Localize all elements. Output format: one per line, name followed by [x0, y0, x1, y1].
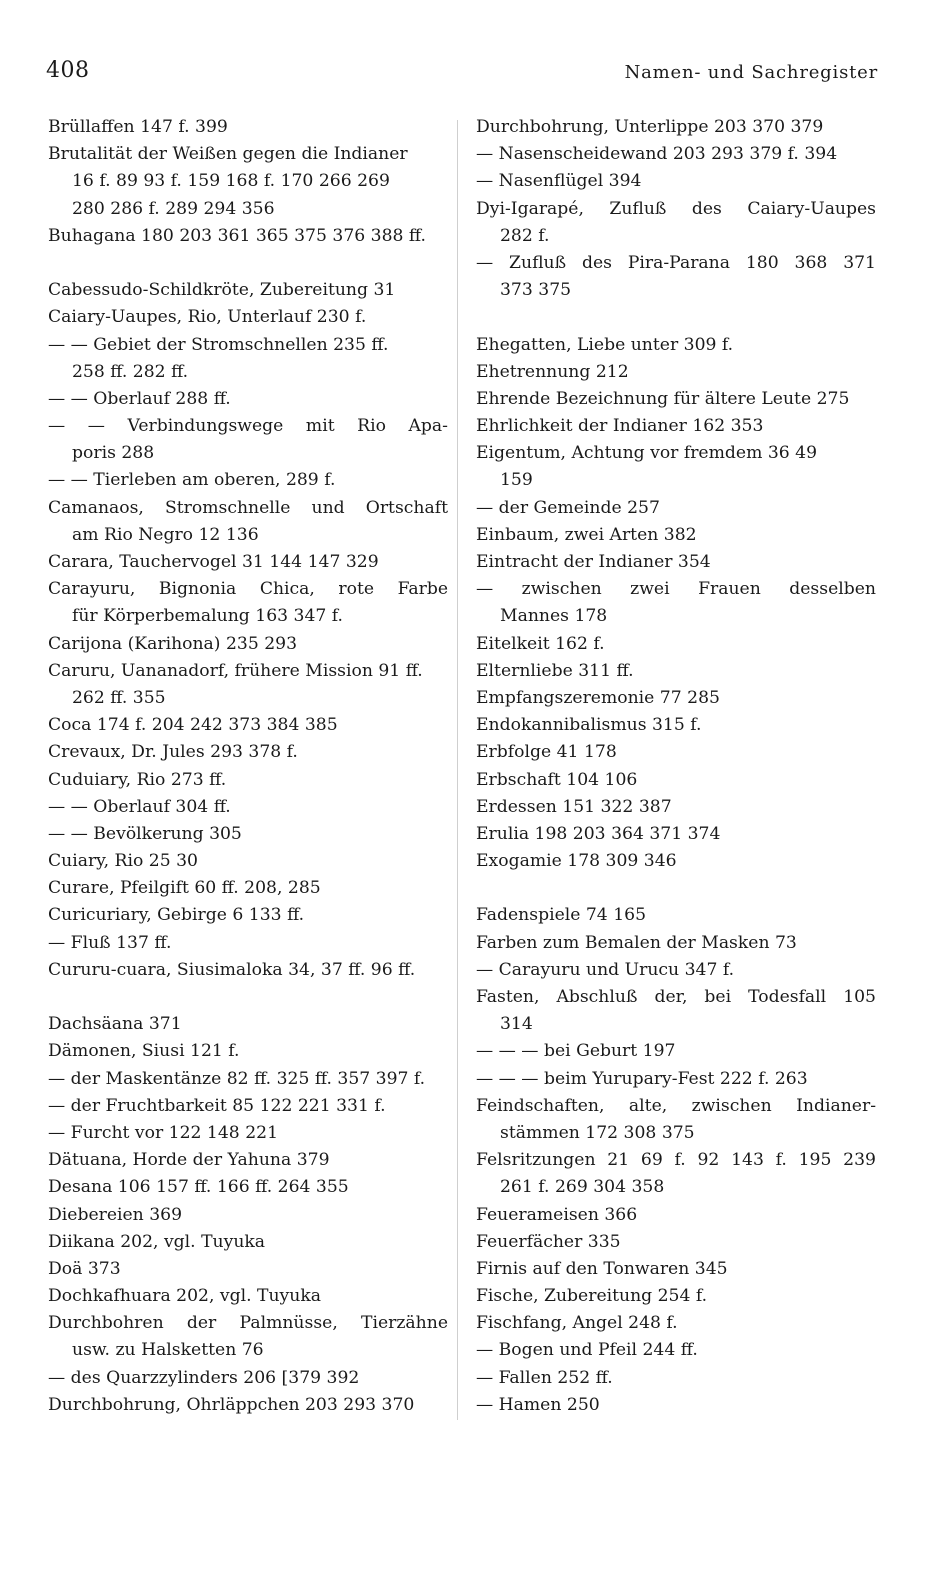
index-entry: Erulia 198 203 364 371 374: [476, 823, 721, 844]
index-entry: — — Gebiet der Stromschnellen 235 ff.: [48, 334, 389, 355]
index-entry: poris 288: [72, 443, 155, 464]
index-entry: — der Gemeinde 257: [476, 497, 660, 518]
index-entry: Cabessudo-Schildkröte, Zubereitung 31: [48, 280, 396, 301]
index-entry: Brüllaffen 147 f. 399: [48, 117, 228, 137]
index-entry: Erbfolge 41 178: [476, 742, 617, 763]
index-entry: Cuduiary, Rio 273 ff.: [48, 769, 227, 790]
index-entry: Cuiary, Rio 25 30: [48, 851, 198, 872]
index-entry: Durchbohrung, Unterlippe 203 370 379: [476, 117, 824, 137]
index-entry: Empfangszeremonie 77 285: [476, 687, 720, 708]
column-divider: [457, 120, 458, 1420]
index-entry: — des Quarzzylinders 206 [379 392: [48, 1367, 360, 1388]
index-entry: Brutalität der Weißen gegen die Indianer: [48, 144, 408, 165]
index-entry: für Körperbemalung 163 347 f.: [72, 606, 344, 627]
index-entry: Durchbohrung, Ohrläppchen 203 293 370: [48, 1394, 415, 1415]
index-entry: Doä 373: [48, 1258, 121, 1279]
index-entry: Ehrlichkeit der Indianer 162 353: [476, 416, 764, 437]
index-entry: Dyi-Igarapé, Zufluß des Caiary-Uaupes: [476, 198, 876, 219]
index-entry: Felsritzungen 21 69 f. 92 143 f. 195 239: [476, 1150, 876, 1171]
index-entry: Exogamie 178 309 346: [476, 851, 677, 872]
index-entry: Mannes 178: [500, 606, 608, 627]
index-entry: 373 375: [500, 280, 572, 301]
index-entry: 280 286 f. 289 294 356: [72, 198, 275, 219]
index-entry: — — Bevölkerung 305: [48, 823, 242, 844]
index-entry: — Fluß 137 ff.: [48, 932, 172, 953]
index-column-left: [48, 114, 448, 1419]
index-entry: stämmen 172 308 375: [500, 1122, 695, 1143]
index-entry: Coca 174 f. 204 242 373 384 385: [48, 715, 338, 736]
index-entry: 16 f. 89 93 f. 159 168 f. 170 266 269: [72, 171, 390, 192]
index-entry: 159: [500, 470, 533, 491]
index-entry: Buhagana 180 203 361 365 375 376 388 ff.: [48, 225, 426, 246]
index-entry: — — Oberlauf 288 ff.: [48, 388, 231, 409]
index-entry: — der Fruchtbarkeit 85 122 221 331 f.: [48, 1095, 386, 1116]
index-entry: — Zufluß des Pira-Parana 180 368 371: [476, 252, 876, 273]
index-entry: — — Oberlauf 304 ff.: [48, 796, 231, 817]
index-entry: Dochkafhuara 202, vgl. Tuyuka: [48, 1286, 322, 1307]
index-entry: 258 ff. 282 ff.: [72, 361, 189, 382]
index-entry: Diebereien 369: [48, 1204, 183, 1225]
running-head: Namen- und Sachregister: [624, 62, 878, 83]
index-entry: usw. zu Halsketten 76: [72, 1340, 264, 1361]
index-entry: 282 f.: [500, 225, 550, 246]
index-entry: Ehetrennung 212: [476, 361, 629, 382]
index-entry: Eitelkeit 162 f.: [476, 633, 605, 654]
index-entry: Durchbohren der Palmnüsse, Tierzähne: [48, 1313, 448, 1334]
index-entry: Feindschaften, alte, zwischen Indianer-: [476, 1095, 876, 1116]
index-entry: — Hamen 250: [476, 1394, 600, 1415]
index-entry: Crevaux, Dr. Jules 293 378 f.: [48, 742, 298, 763]
index-entry: — Fallen 252 ff.: [476, 1367, 613, 1388]
index-entry: Curicuriary, Gebirge 6 133 ff.: [48, 905, 305, 926]
index-entry: Einbaum, zwei Arten 382: [476, 524, 697, 545]
index-entry: Carayuru, Bignonia Chica, rote Farbe: [48, 579, 448, 600]
index-entry: Dämonen, Siusi 121 f.: [48, 1041, 240, 1062]
index-entry: — — Tierleben am oberen, 289 f.: [48, 470, 336, 491]
index-entry: Fasten, Abschluß der, bei Todesfall 105: [476, 987, 876, 1007]
index-entry: Elternliebe 311 ff.: [476, 660, 634, 681]
index-entry: — Nasenscheidewand 203 293 379 f. 394: [476, 144, 838, 165]
index-entry: am Rio Negro 12 136: [72, 524, 259, 545]
index-entry: — zwischen zwei Frauen desselben: [476, 579, 876, 600]
index-entry: Feuerfächer 335: [476, 1231, 621, 1252]
index-entry: Fadenspiele 74 165: [476, 905, 647, 926]
index-entry: Camanaos, Stromschnelle und Ortschaft: [48, 497, 448, 518]
index-column-right: [476, 114, 876, 1419]
index-entry: 261 f. 269 304 358: [500, 1177, 665, 1198]
index-entry: — — — bei Geburt 197: [476, 1041, 676, 1062]
index-entry: Eintracht der Indianer 354: [476, 552, 711, 572]
index-entry: Erbschaft 104 106: [476, 769, 638, 790]
index-entry: Caruru, Uananadorf, frühere Mission 91 ff.: [48, 660, 423, 681]
index-entry: Cururu-cuara, Siusimaloka 34, 37 ff. 96 ff.: [48, 959, 416, 980]
page-number: 408: [46, 58, 90, 83]
index-entry: Curare, Pfeilgift 60 ff. 208, 285: [48, 878, 321, 899]
index-entry: Eigentum, Achtung vor fremdem 36 49: [476, 443, 818, 464]
index-entry: Desana 106 157 ff. 166 ff. 264 355: [48, 1177, 349, 1198]
index-entry: — Nasenflügel 394: [476, 171, 642, 192]
index-entry: Farben zum Bemalen der Masken 73: [476, 932, 797, 953]
index-entry: Caiary-Uaupes, Rio, Unterlauf 230 f.: [48, 307, 367, 328]
index-entry: — Furcht vor 122 148 221: [48, 1122, 279, 1143]
index-entry: — der Maskentänze 82 ff. 325 ff. 357 397 f.: [48, 1068, 426, 1089]
index-entry: — — Verbindungswege mit Rio Apa-: [48, 416, 448, 437]
index-entry: — Carayuru und Urucu 347 f.: [476, 959, 735, 980]
index-entry: Carijona (Karihona) 235 293: [48, 633, 298, 654]
index-entry: — — — beim Yurupary-Fest 222 f. 263: [476, 1068, 808, 1089]
index-entry: — Bogen und Pfeil 244 ff.: [476, 1340, 698, 1361]
index-entry: Diikana 202, vgl. Tuyuka: [48, 1231, 266, 1252]
index-entry: 314: [500, 1014, 533, 1035]
index-entry: Fischfang, Angel 248 f.: [476, 1313, 678, 1334]
index-entry: Firnis auf den Tonwaren 345: [476, 1258, 728, 1279]
index-entry: Fische, Zubereitung 254 f.: [476, 1286, 708, 1307]
index-entry: Dätuana, Horde der Yahuna 379: [48, 1150, 330, 1171]
index-entry: Feuerameisen 366: [476, 1204, 638, 1225]
index-entry: Dachsäana 371: [48, 1014, 182, 1035]
index-entry: Ehegatten, Liebe unter 309 f.: [476, 334, 734, 355]
index-entry: Endokannibalismus 315 f.: [476, 715, 702, 736]
index-entry: 262 ff. 355: [72, 687, 166, 708]
index-entry: Carara, Tauchervogel 31 144 147 329: [48, 552, 379, 572]
index-entry: Ehrende Bezeichnung für ältere Leute 275: [476, 388, 850, 409]
index-entry: Erdessen 151 322 387: [476, 796, 672, 817]
